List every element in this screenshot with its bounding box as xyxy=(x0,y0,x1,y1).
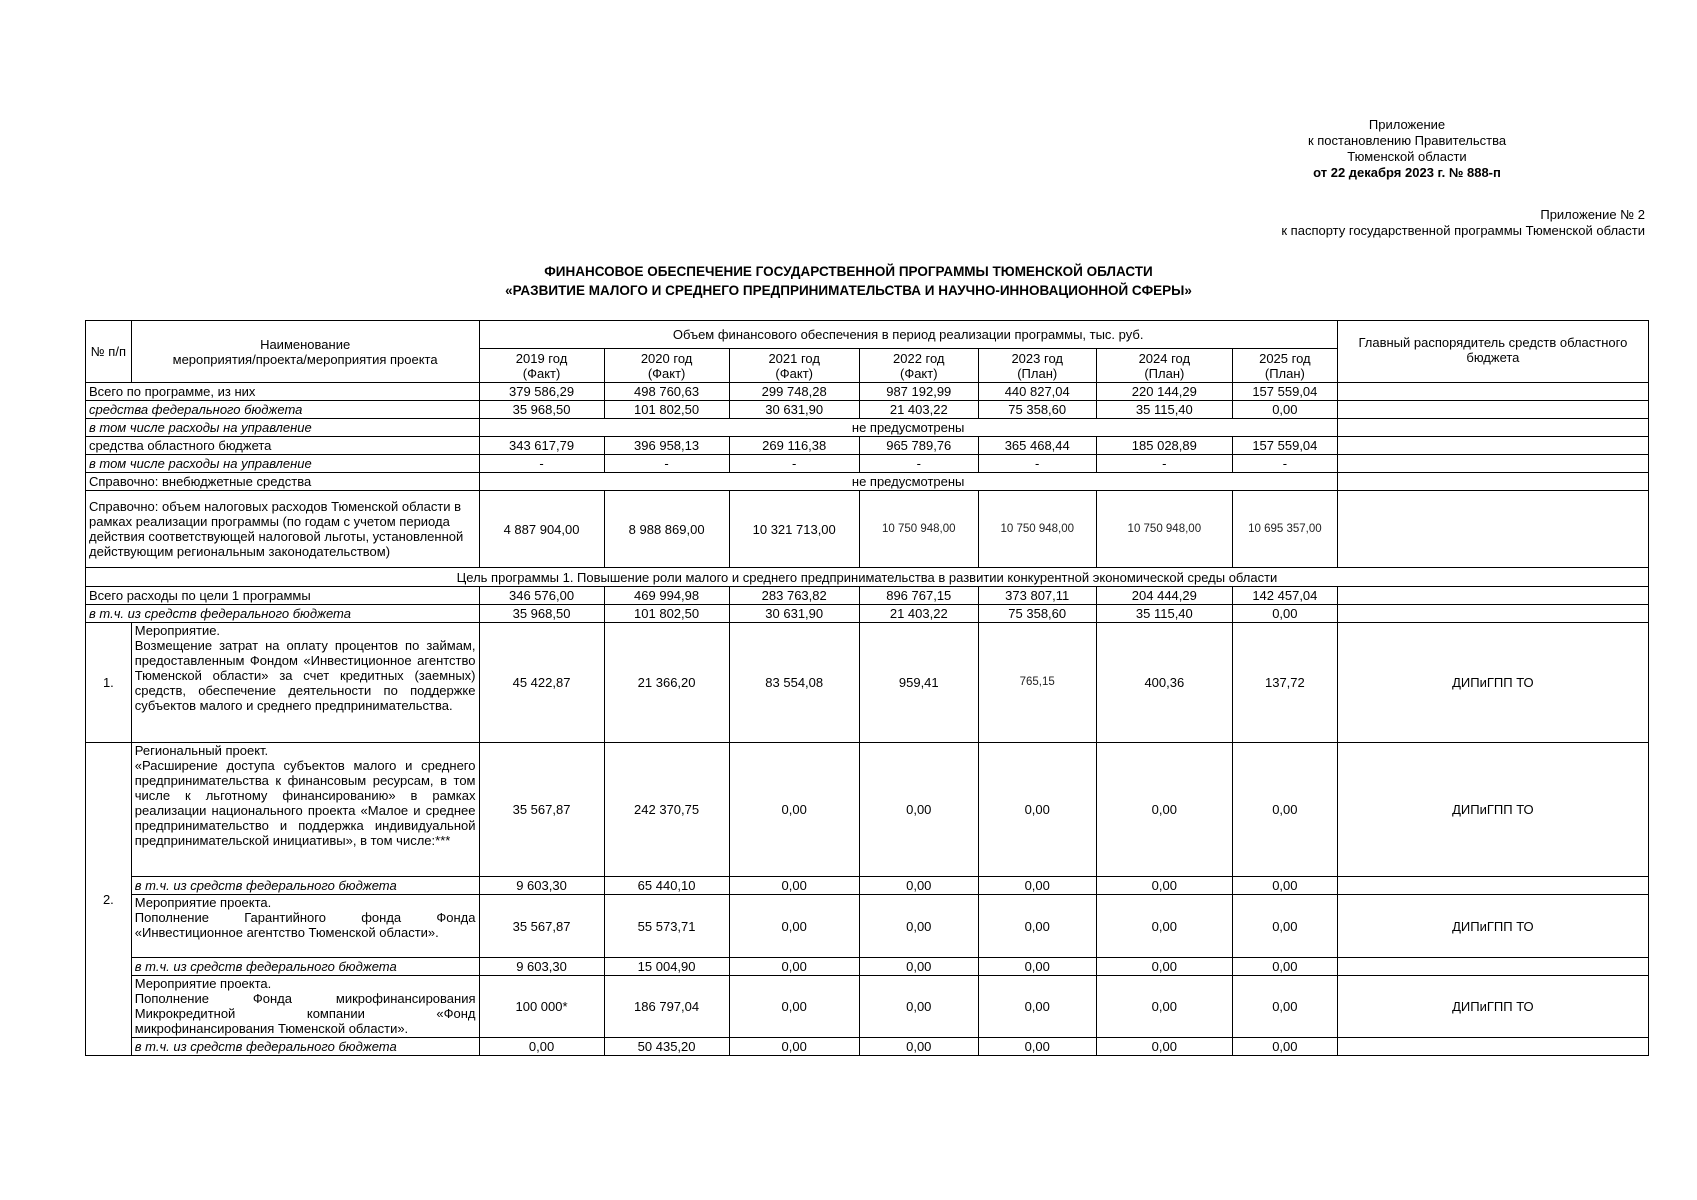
year-header xyxy=(604,349,729,383)
value-cell: 83 554,08 xyxy=(729,623,859,743)
year-header xyxy=(978,349,1096,383)
value-cell: 30 631,90 xyxy=(729,605,859,623)
value-cell: 965 789,76 xyxy=(859,437,978,455)
header-date-line: от 22 декабря 2023 г. № 888-п xyxy=(1313,165,1501,180)
value-cell: 186 797,04 xyxy=(604,976,729,1038)
value-cell: 269 116,38 xyxy=(729,437,859,455)
value-cell: 0,00 xyxy=(729,743,859,877)
value-cell: 0,00 xyxy=(859,958,978,976)
value-cell: 0,00 xyxy=(978,976,1096,1038)
value-cell: 987 192,99 xyxy=(859,383,978,401)
title-line: ФИНАНСОВОЕ ОБЕСПЕЧЕНИЕ ГОСУДАРСТВЕННОЙ ПРОГРАММЫ ТЮМЕНСКОЙ ОБЛАСТИ xyxy=(544,264,1153,279)
federal-row xyxy=(86,1038,1649,1056)
summary-row xyxy=(86,437,1649,455)
year-label: 2023 год xyxy=(1011,350,1063,366)
value-cell: 0,00 xyxy=(859,743,978,877)
manager-cell xyxy=(1337,1038,1648,1056)
year-kind: (Факт) xyxy=(647,365,686,381)
value-cell: 21 403,22 xyxy=(859,605,978,623)
value-cell: 10 750 948,00 xyxy=(859,491,978,568)
year-header xyxy=(1232,349,1337,383)
row-label: в т.ч. из средств федерального бюджета xyxy=(131,877,479,895)
value-cell: 101 802,50 xyxy=(604,605,729,623)
value-cell: 8 988 869,00 xyxy=(604,491,729,568)
summary-row xyxy=(86,473,1649,491)
row-label: Справочно: внебюджетные средства xyxy=(86,473,480,491)
manager-cell: ДИПиГПП ТО xyxy=(1337,895,1648,958)
value-cell: 0,00 xyxy=(1232,895,1337,958)
merged-value-cell: не предусмотрены xyxy=(479,419,1337,437)
summary-row xyxy=(86,455,1649,473)
value-cell: 21 403,22 xyxy=(859,401,978,419)
measure-name: Мероприятие. Возмещение затрат на оплату процентов по займам, предоставленным Фондом «Инвестиционное агентство Тюменской области» за счет кредитных (заемных) средств, обеспечение деятельности по поддержке субъектов малого и среднего предпринимательства. xyxy=(131,623,479,743)
goal-row xyxy=(86,568,1649,587)
federal-row xyxy=(86,958,1649,976)
project-measure-row xyxy=(86,976,1649,1038)
value-cell: 10 750 948,00 xyxy=(1096,491,1232,568)
manager-cell xyxy=(1337,437,1648,455)
col-volume-header: Объем финансового обеспечения в период реализации программы, тыс. руб. xyxy=(479,321,1337,349)
value-cell: 75 358,60 xyxy=(978,401,1096,419)
value-cell: 35 567,87 xyxy=(479,895,604,958)
value-cell: 10 321 713,00 xyxy=(729,491,859,568)
value-cell: 343 617,79 xyxy=(479,437,604,455)
manager-cell xyxy=(1337,877,1648,895)
year-header xyxy=(479,349,604,383)
value-cell: 440 827,04 xyxy=(978,383,1096,401)
value-cell: 959,41 xyxy=(859,623,978,743)
annex-target: к паспорту государственной программы Тюменской области xyxy=(1281,223,1645,238)
value-cell: 9 603,30 xyxy=(479,958,604,976)
value-cell: 100 000* xyxy=(479,976,604,1038)
value-cell: 21 366,20 xyxy=(604,623,729,743)
decree-header xyxy=(1257,117,1557,181)
manager-cell xyxy=(1337,401,1648,419)
year-kind: (План) xyxy=(1264,365,1305,381)
col-name-subtitle: мероприятия/проекта/мероприятия проекта xyxy=(172,351,438,367)
value-cell: 765,15 xyxy=(978,623,1096,743)
project-measure-row xyxy=(86,895,1649,958)
project-row xyxy=(86,743,1649,877)
value-cell: 0,00 xyxy=(978,743,1096,877)
value-cell: 35 567,87 xyxy=(479,743,604,877)
value-cell: 0,00 xyxy=(1096,895,1232,958)
summary-row xyxy=(86,401,1649,419)
row-label: в т.ч. из средств федерального бюджета xyxy=(86,605,480,623)
value-cell: 10 750 948,00 xyxy=(978,491,1096,568)
year-header xyxy=(729,349,859,383)
value-cell: 157 559,04 xyxy=(1232,437,1337,455)
summary-row xyxy=(86,383,1649,401)
row-number: 2. xyxy=(86,743,132,1056)
manager-cell: ДИПиГПП ТО xyxy=(1337,743,1648,877)
summary-row xyxy=(86,491,1649,568)
manager-cell xyxy=(1337,958,1648,976)
value-cell: 220 144,29 xyxy=(1096,383,1232,401)
year-label: 2021 год xyxy=(768,350,820,366)
row-label: в том числе расходы на управление xyxy=(86,419,480,437)
value-cell: 0,00 xyxy=(978,1038,1096,1056)
value-cell: 0,00 xyxy=(1096,877,1232,895)
goal-total-row xyxy=(86,605,1649,623)
manager-cell xyxy=(1337,491,1648,568)
project-name: Региональный проект. «Расширение доступа субъектов малого и среднего предпринимательства к финансовым ресурсам, в том числе к льготному финансированию» в рамках реализации национального проекта «Малое и среднее предпринимательство и поддержка индивидуальной предпринимательской инициативы», в том числе:*** xyxy=(131,743,479,877)
value-cell: 396 958,13 xyxy=(604,437,729,455)
value-cell: - xyxy=(1096,455,1232,473)
value-cell: 55 573,71 xyxy=(604,895,729,958)
value-cell: 0,00 xyxy=(978,877,1096,895)
value-cell: 45 422,87 xyxy=(479,623,604,743)
value-cell: 0,00 xyxy=(1232,958,1337,976)
value-cell: 498 760,63 xyxy=(604,383,729,401)
value-cell: - xyxy=(1232,455,1337,473)
value-cell: 75 358,60 xyxy=(978,605,1096,623)
value-cell: 35 115,40 xyxy=(1096,605,1232,623)
value-cell: 283 763,82 xyxy=(729,587,859,605)
value-cell: 400,36 xyxy=(1096,623,1232,743)
value-cell: 0,00 xyxy=(1232,743,1337,877)
col-name-title: Наименование xyxy=(260,336,351,352)
value-cell: 896 767,15 xyxy=(859,587,978,605)
federal-row xyxy=(86,877,1649,895)
value-cell: 30 631,90 xyxy=(729,401,859,419)
summary-row xyxy=(86,419,1649,437)
col-manager-header: Главный распорядитель средств областного бюджета xyxy=(1337,321,1648,383)
value-cell: 0,00 xyxy=(729,976,859,1038)
value-cell: 35 115,40 xyxy=(1096,401,1232,419)
manager-cell xyxy=(1337,605,1648,623)
year-label: 2024 год xyxy=(1138,350,1191,366)
year-kind: (План) xyxy=(1144,365,1185,381)
value-cell: 469 994,98 xyxy=(604,587,729,605)
value-cell: 0,00 xyxy=(729,877,859,895)
value-cell: - xyxy=(604,455,729,473)
measure-name: Мероприятие проекта. Пополнение Гарантийного фонда Фонда «Инвестиционное агентство Тюменской области». xyxy=(131,895,479,958)
year-kind: (Факт) xyxy=(522,365,561,381)
value-cell: 15 004,90 xyxy=(604,958,729,976)
year-label: 2022 год xyxy=(893,350,945,366)
year-kind: (План) xyxy=(1017,365,1058,381)
value-cell: 0,00 xyxy=(1232,401,1337,419)
value-cell: 137,72 xyxy=(1232,623,1337,743)
manager-cell: ДИПиГПП ТО xyxy=(1337,976,1648,1038)
row-label: средства областного бюджета xyxy=(86,437,480,455)
value-cell: 0,00 xyxy=(729,958,859,976)
value-cell: 204 444,29 xyxy=(1096,587,1232,605)
value-cell: 0,00 xyxy=(1096,743,1232,877)
year-header xyxy=(1096,349,1232,383)
value-cell: 35 968,50 xyxy=(479,605,604,623)
value-cell: 242 370,75 xyxy=(604,743,729,877)
year-label: 2019 год xyxy=(515,350,568,366)
value-cell: 10 695 357,00 xyxy=(1232,491,1337,568)
value-cell: 373 807,11 xyxy=(978,587,1096,605)
year-kind: (Факт) xyxy=(775,365,813,381)
value-cell: 65 440,10 xyxy=(604,877,729,895)
manager-cell xyxy=(1337,455,1648,473)
title-line: «РАЗВИТИЕ МАЛОГО И СРЕДНЕГО ПРЕДПРИНИМАТЕЛЬСТВА И НАУЧНО-ИННОВАЦИОННОЙ СФЕРЫ» xyxy=(505,283,1192,298)
measure-name: Мероприятие проекта. Пополнение Фонда микрофинансирования Микрокредитной компании «Фонд микрофинансирования Тюменской области». xyxy=(131,976,479,1038)
header-line: к постановлению Правительства xyxy=(1307,133,1507,148)
annex-header xyxy=(1281,207,1645,239)
manager-cell xyxy=(1337,473,1648,491)
year-label: 2025 год xyxy=(1259,350,1311,366)
value-cell: 0,00 xyxy=(1232,976,1337,1038)
col-name-header xyxy=(131,321,479,383)
row-label: Всего по программе, из них xyxy=(86,383,480,401)
value-cell: 365 468,44 xyxy=(978,437,1096,455)
value-cell: 0,00 xyxy=(1096,1038,1232,1056)
measure-row xyxy=(86,623,1649,743)
row-label: в т.ч. из средств федерального бюджета xyxy=(131,1038,479,1056)
value-cell: 346 576,00 xyxy=(479,587,604,605)
value-cell: - xyxy=(978,455,1096,473)
row-label: средства федерального бюджета xyxy=(86,401,480,419)
row-label: Справочно: объем налоговых расходов Тюменской области в рамках реализации программы (по годам с учетом периода действия соответствующей налоговой льготы, установленной действующим региональным законодательством) xyxy=(86,491,480,568)
value-cell: 9 603,30 xyxy=(479,877,604,895)
value-cell: 101 802,50 xyxy=(604,401,729,419)
row-label: в т.ч. из средств федерального бюджета xyxy=(131,958,479,976)
manager-cell: ДИПиГПП ТО xyxy=(1337,623,1648,743)
value-cell: 0,00 xyxy=(978,895,1096,958)
value-cell: 0,00 xyxy=(1096,976,1232,1038)
year-header xyxy=(859,349,978,383)
row-number: 1. xyxy=(86,623,132,743)
value-cell: 299 748,28 xyxy=(729,383,859,401)
row-label: в том числе расходы на управление xyxy=(86,455,480,473)
goal-total-row xyxy=(86,587,1649,605)
value-cell: 185 028,89 xyxy=(1096,437,1232,455)
value-cell: - xyxy=(859,455,978,473)
value-cell: 0,00 xyxy=(859,1038,978,1056)
value-cell: 0,00 xyxy=(1232,1038,1337,1056)
value-cell: 0,00 xyxy=(978,958,1096,976)
document-title xyxy=(0,262,1697,300)
value-cell: 35 968,50 xyxy=(479,401,604,419)
finance-table xyxy=(85,320,1649,1056)
value-cell: 0,00 xyxy=(729,1038,859,1056)
value-cell: 50 435,20 xyxy=(604,1038,729,1056)
row-label: Всего расходы по цели 1 программы xyxy=(86,587,480,605)
value-cell: 0,00 xyxy=(1232,605,1337,623)
value-cell: - xyxy=(479,455,604,473)
merged-value-cell: не предусмотрены xyxy=(479,473,1337,491)
value-cell: 0,00 xyxy=(479,1038,604,1056)
header-line: Тюменской области xyxy=(1347,149,1467,164)
value-cell: 379 586,29 xyxy=(479,383,604,401)
value-cell: 0,00 xyxy=(859,895,978,958)
value-cell: 142 457,04 xyxy=(1232,587,1337,605)
value-cell: 0,00 xyxy=(729,895,859,958)
header-line: Приложение xyxy=(1368,117,1446,132)
manager-cell xyxy=(1337,383,1648,401)
value-cell: 0,00 xyxy=(1096,958,1232,976)
value-cell: 0,00 xyxy=(859,877,978,895)
manager-cell xyxy=(1337,587,1648,605)
value-cell: - xyxy=(729,455,859,473)
goal-cell: Цель программы 1. Повышение роли малого и среднего предпринимательства в развитии конкурентной экономической среды области xyxy=(86,568,1649,587)
value-cell: 0,00 xyxy=(859,976,978,1038)
value-cell: 0,00 xyxy=(1232,877,1337,895)
year-label: 2020 год xyxy=(640,350,693,366)
annex-number: Приложение № 2 xyxy=(1540,207,1645,222)
manager-cell xyxy=(1337,419,1648,437)
year-kind: (Факт) xyxy=(899,365,938,381)
value-cell: 4 887 904,00 xyxy=(479,491,604,568)
col-num-header: № п/п xyxy=(86,321,132,383)
value-cell: 157 559,04 xyxy=(1232,383,1337,401)
